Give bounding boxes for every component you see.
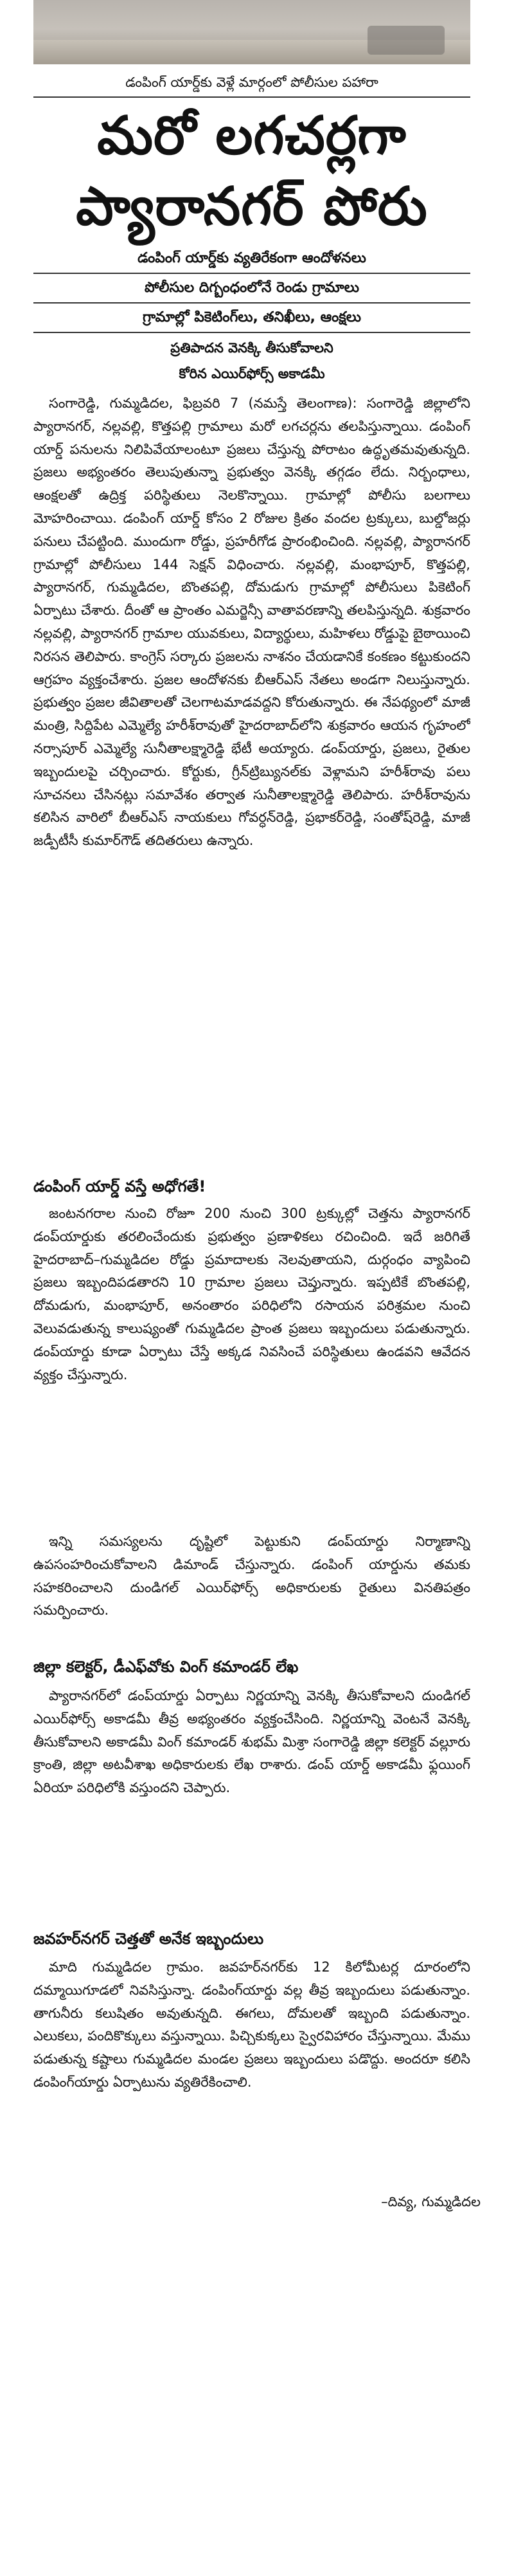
divider xyxy=(33,302,470,304)
article-paragraph: ప్యారానగర్‌లో డంప్‌యార్డు ఏర్పాటు నిర్ణయాన్ని వెనక్కి తీసుకోవాలని దుండిగల్ ఎయిర్‌ఫోర్స్ అకాడమీ తీవ్ర అభ్యంతరం వ్యక్తంచేసింది. నిర్ణయాన్ని వెంటనే వెనక్కి తీసుకోవాలని అకాడమీ వింగ్ కమాండర్ శుభమ్ మిశ్రా సంగారెడ్డి జిల్లా కలెక్టర్ వల్లూరు క్రాంతి, జిల్లా అటవీశాఖ అధికారులకు లేఖ రాశారు. డంప్ యార్డ్ అకాడమీ ఫ్లయింగ్ ఏరియా పరిధిలోకి వస్తుందని చెప్పారు. xyxy=(33,1688,470,1796)
headline-line-1: మరో లగచర్లగా xyxy=(97,105,407,167)
subdeck-line-2: కోరిన ఎయిర్‌ఫోర్స్ అకాడమీ xyxy=(179,366,325,381)
article-photo xyxy=(33,0,470,64)
divider xyxy=(33,273,470,274)
subheading: జవహర్‌నగర్ చెత్తతో అనేక ఇబ్బందులు xyxy=(33,1930,264,1948)
article-paragraph: జంటనగరాల నుంచి రోజూ 200 నుంచి 300 ట్రక్కుల్లో చెత్తను ప్యారానగర్ డంప్‌యార్డుకు తరలించేందుకు ప్రభుత్వం ప్రణాళికలు రచించింది. ఇదే జరిగితే హైదరాబాద్–గుమ్మడిదల రోడ్డు ప్రమాదాలకు నెలవుతాయని, దుర్గంధం వ్యాపించి ప్రజలు ఇబ్బందిపడతారని 10 గ్రామాల ప్రజలు చెప్తున్నారు. ఇప్పటికే బొంతపల్లి, దోమడుగు, మంభాపూర్, అనంతారం పరిధిలోని రసాయన పరిశ్రమల నుంచి వెలువడుతున్న కాలుష్యంతో గుమ్మడిదల ప్రాంత ప్రజలు ఇబ్బందులు పడుతున్నారు. డంప్‌యార్డు కూడా ఏర్పాటు చేస్తే అక్కడ నివసించే పరిస్థితులు ఉండవని ఆవేదన వ్యక్తం చేస్తున్నారు. xyxy=(33,1206,470,1383)
article-paragraph: సంగారెడ్డి, గుమ్మడిదల, ఫిబ్రవరి 7 (నమస్తే తెలంగాణ): సంగారెడ్డి జిల్లాలోని ప్యారానగర్, నల్లవల్లి, కొత్తపల్లి గ్రామాలు మరో లగచర్లను తలపిస్తున్నాయి. డంపింగ్ యార్డ్ పనులను నిలిపివేయాలంటూ ప్రజలు చేస్తున్న పోరాటం ఉద్ధృతమవుతున్నది. ప్రజలు అభ్యంతరం తెలుపుతున్నా ప్రభుత్వం వెనక్కి తగ్గడం లేదు. నిర్బంధాలు, ఆంక్షలతో ఉద్రిక్త పరిస్థితులు నెలకొన్నాయి. గ్రామాల్లో పోలీసు బలగాలు మోహరించాయి. డంపింగ్ యార్డ్ కోసం 2 రోజుల క్రితం వందల ట్రక్కులు, బుల్డోజర్లు పనులు చేపట్టింది. ముందుగా రోడ్డు, ప్రహరీగోడ ప్రారంభించింది. నల్లవల్లి, ప్యారానగర్ గ్రామాల్లో పోలీసులు 144 సెక్షన్ విధించారు. నల్లవల్లి, మంభాపూర్, కొత్తపల్లి, ప్యారానగర్, గుమ్మడిదల, బొంతపల్లి, దోమడుగు గ్రామాల్లో పోలీసులు పికెటింగ్ ఏర్పాటు చేశారు. దీంతో ఆ ప్రాంతం ఎమర్జెన్సీ వాతావరణాన్ని తలపిస్తున్నది. శుక్రవారం నల్లవల్లి, ప్యారానగర్ గ్రామాల యువకులు, విద్యార్థులు, మహిళలు రోడ్డుపై బైఠాయించి నిరసన తెలిపారు. కాంగ్రెస్ సర్కారు ప్రజలను నాశనం చేయడానికే కంకణం కట్టుకుందని ఆగ్రహం వ్యక్తంచేశారు. ప్రజల ఆందోళనకు బీఆర్‌ఎస్ నేతలు అండగా నిలుస్తున్నారు. ప్రభుత్వం ప్రజల జీవితాలతో చెలగాటమాడవద్దని కోరుతున్నారు. ఈ నేపథ్యంలో మాజీ మంత్రి, సిద్దిపేట ఎమ్మెల్యే హరీశ్‌రావుతో హైదరాబాద్‌లోని శుక్రవారం ఆయన గృహంలో నర్సాపూర్ ఎమ్మెల్యే సునీతాలక్ష్మారెడ్డి భేటీ అయ్యారు. డంప్‌యార్డు, ప్రజలు, రైతుల ఇబ్బందులపై చర్చించారు. కోర్టుకు, గ్రీన్‌ట్రిబ్యునల్‌కు వెళ్లామని హరీశ్‌రావు పలు సూచనలు చేసినట్లు సమావేశం తర్వాత సునీతాలక్ష్మారెడ్డి తెలిపారు. హరీశ్‌రావును కలిసిన వారిలో బీఆర్‌ఎస్ నాయకులు గోవర్ధన్‌రెడ్డి, ప్రభాకర్‌రెడ్డి, సంతోష్‌రెడ్డి, మాజీ జడ్పీటీసీ కుమార్‌గౌడ్ తదితరులు ఉన్నారు. xyxy=(33,395,470,849)
subdeck-line-1: ప్రతిపాదన వెనక్కి తీసుకోవాలని xyxy=(170,340,333,356)
divider xyxy=(33,96,470,98)
author-signature: –దివ్య, గుమ్మడిదల xyxy=(381,2194,481,2209)
article-paragraph: ఇన్ని సమస్యలను దృష్టిలో పెట్టుకుని డంప్‌యార్డు నిర్మాణాన్ని ఉపసంహరించుకోవాలని డిమాండ్ చేస్తున్నారు. డంపింగ్ యార్డును తమకు సహకరించాలని దుండిగల్ ఎయిర్‌ఫోర్స్ అధికారులకు రైతులు వినతిపత్రం సమర్పించారు. xyxy=(33,1534,470,1619)
article-paragraph: మాది గుమ్మడిదల గ్రామం. జవహర్‌నగర్‌కు 12 కిలోమీటర్ల దూరంలోని దమ్మాయిగూడలో నివసిస్తున్నా. డంపింగ్‌యార్డు వల్ల తీవ్ర ఇబ్బందులు పడుతున్నాం. తాగునీరు కలుషితం అవుతున్నది. ఈగలు, దోమలతో ఇబ్బంది పడుతున్నాం. ఎలుకలు, పందికొక్కులు వస్తున్నాయి. పిచ్చికుక్కలు స్వైరవిహారం చేస్తున్నాయి. మేము పడుతున్న కష్టాలు గుమ్మడిదల మండల ప్రజలు ఇబ్బందులు పడొద్దు. అందరూ కలిసి డంపింగ్‌యార్డు ఏర్పాటును వ్యతిరేకించాలి. xyxy=(33,1959,470,2090)
deck-line-2: పోలీసుల దిగ్బంధంలోనే రెండు గ్రామాలు xyxy=(145,280,359,296)
divider xyxy=(33,332,470,333)
photo-caption: డంపింగ్ యార్డ్‌కు వెళ్లే మార్గంలో పోలీసుల పహారా xyxy=(125,75,378,90)
deck-line-3: గ్రామాల్లో పికెటింగ్‌లు, తనిఖీలు, ఆంక్షలు xyxy=(143,309,361,325)
headline-line-2: ప్యారానగర్ పోరు xyxy=(76,176,428,237)
subheading: డంపింగ్ యార్డ్ వస్తే అధోగతే! xyxy=(33,1177,206,1195)
subheading: జిల్లా కలెక్టర్, డీఎఫ్‌వోకు వింగ్ కమాండర్ లేఖ xyxy=(33,1658,299,1676)
deck-line-1: డంపింగ్ యార్డ్‌కు వ్యతిరేకంగా ఆందోళనలు xyxy=(137,250,366,266)
